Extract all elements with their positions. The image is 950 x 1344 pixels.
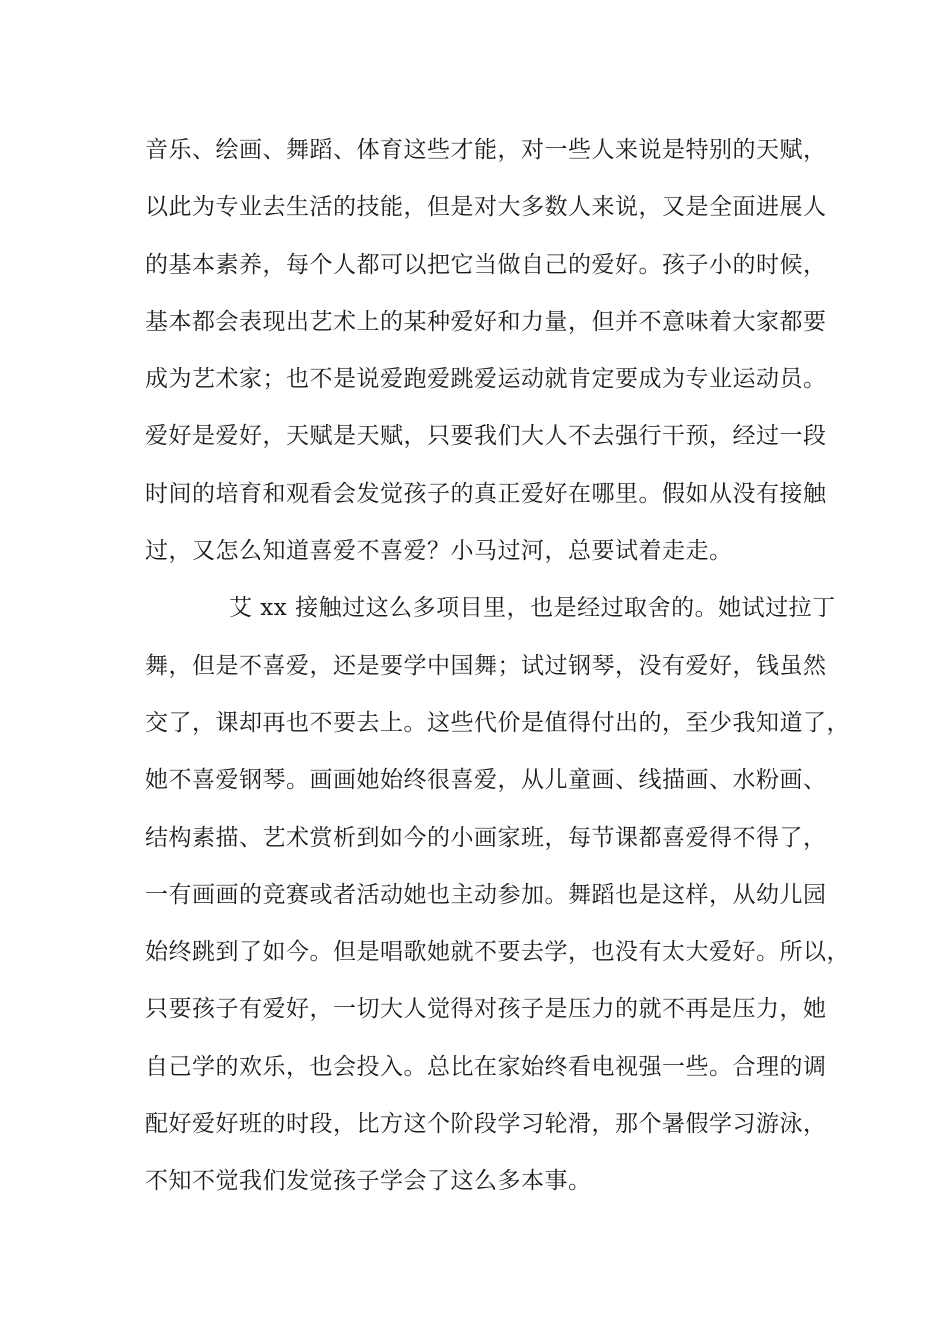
text-line: 爱好是爱好，天赋是天赋，只要我们大人不去强行干预，经过一段 [145, 423, 827, 450]
text-line: 成为艺术家；也不是说爱跑爱跳爱运动就肯定要成为专业运动员。 [145, 366, 827, 393]
text-line: 只要孩子有爱好，一切大人觉得对孩子是压力的就不再是压力，她 [145, 996, 827, 1023]
text-line: 时间的培育和观看会发觉孩子的真正爱好在哪里。假如从没有接触 [145, 480, 827, 507]
paragraph-1 [145, 128, 835, 586]
text-line: 不知不觉我们发觉孩子学会了这么多本事。 [145, 1168, 592, 1195]
text-line: 她不喜爱钢琴。画画她始终很喜爱，从儿童画、线描画、水粉画、 [145, 767, 827, 794]
text-line: 配好爱好班的时段，比方这个阶段学习轮滑，那个暑假学习游泳， [145, 1111, 827, 1138]
text-line: 以此为专业去生活的技能，但是对大多数人来说，又是全面进展人 [145, 194, 827, 221]
text-line-indented: 艾 xx 接触过这么多项目里，也是经过取舍的。她试过拉丁 [229, 595, 836, 622]
body-text [145, 128, 850, 1217]
text-line: 始终跳到了如今。但是唱歌她就不要去学，也没有太大爱好。所以， [145, 939, 850, 966]
text-line: 音乐、绘画、舞蹈、体育这些才能，对一些人来说是特别的天赋， [145, 137, 827, 163]
text-line: 自己学的欢乐，也会投入。总比在家始终看电视强一些。合理的调 [145, 1053, 827, 1080]
text-line: 基本都会表现出艺术上的某种爱好和力量，但并不意味着大家都要 [145, 308, 827, 335]
text-line: 的基本素养，每个人都可以把它当做自己的爱好。孩子小的时候， [145, 251, 827, 278]
text-line: 过，又怎么知道喜爱不喜爱？小马过河，总要试着走走。 [145, 538, 733, 565]
text-line: 结构素描、艺术赏析到如今的小画家班，每节课都喜爱得不得了， [145, 824, 827, 851]
text-line: 一有画画的竞赛或者活动她也主动参加。舞蹈也是这样，从幼儿园 [145, 881, 827, 908]
text-line: 交了，课却再也不要去上。这些代价是值得付出的，至少我知道了， [145, 709, 850, 736]
paragraph-2 [145, 586, 850, 1216]
text-line: 舞，但是不喜爱，还是要学中国舞；试过钢琴，没有爱好，钱虽然 [145, 652, 827, 679]
